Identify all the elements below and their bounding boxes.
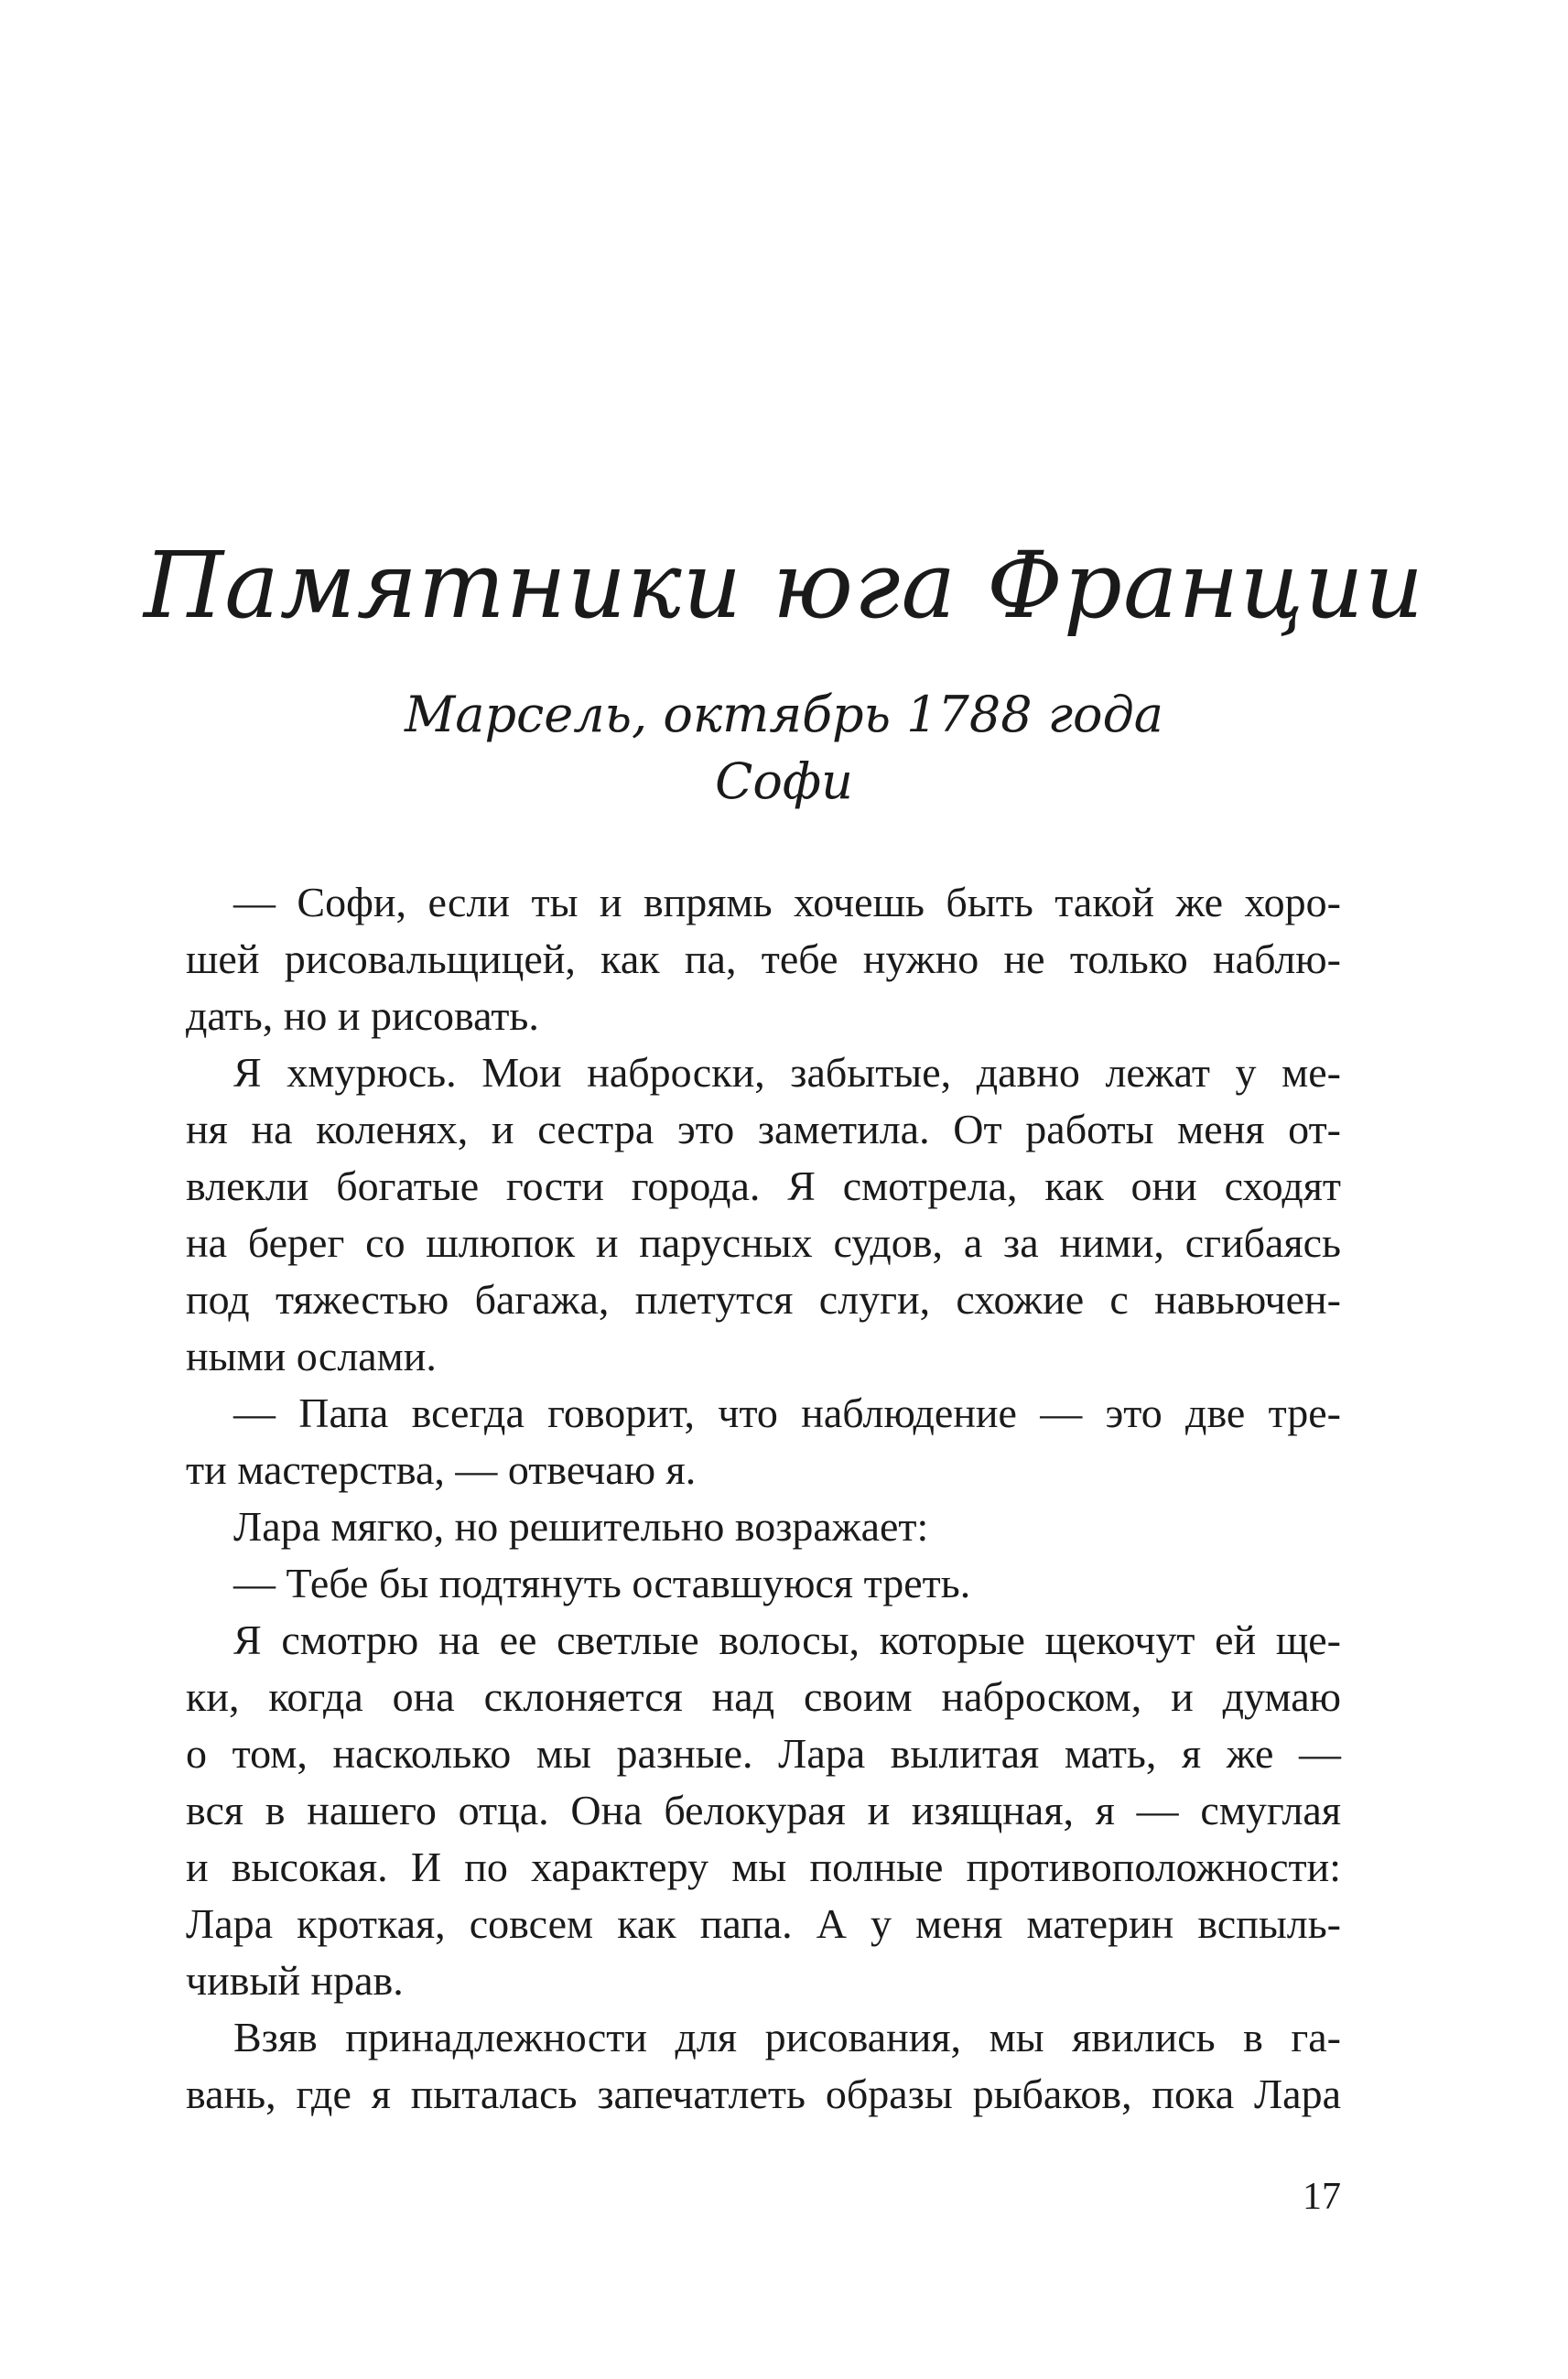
- chapter-title: Памятники юга Франции: [143, 532, 1425, 639]
- text-line: — Тебе бы подтянуть оставшуюся треть.: [233, 1560, 971, 1606]
- chapter-narrator: Софи: [715, 752, 853, 810]
- text-line: дать, но и рисовать.: [186, 992, 539, 1039]
- text-line: ня на коленях, и сестра это заметила. От работы меня от-: [186, 1106, 1341, 1152]
- text-line: Лара мягко, но решительно возражает:: [233, 1503, 929, 1550]
- text-line: Я смотрю на ее светлые волосы, которые щекочут ей ще-: [233, 1617, 1341, 1663]
- text-line: о том, насколько мы разные. Лара вылитая мать, я же —: [186, 1730, 1341, 1777]
- text-line: ки, когда она склоняется над своим наброском, и думаю: [186, 1673, 1341, 1720]
- text-line: ными ослами.: [186, 1333, 437, 1379]
- text-line: под тяжестью багажа, плетутся слуги, схожие с навьючен-: [186, 1276, 1341, 1323]
- body-text: [186, 874, 1341, 2123]
- chapter-subtitle: Марсель, октябрь 1788 года: [405, 686, 1163, 743]
- text-line: ти мастерства, — отвечаю я.: [186, 1446, 697, 1493]
- text-line: Я хмурюсь. Мои наброски, забытые, давно лежат у ме-: [233, 1049, 1341, 1096]
- text-line: влекли богатые гости города. Я смотрела, как они сходят: [186, 1162, 1341, 1209]
- text-line: Взяв принадлежности для рисования, мы явились в га-: [233, 2014, 1341, 2060]
- text-line: вся в нашего отца. Она белокурая и изящная, я — смуглая: [186, 1787, 1341, 1833]
- text-line: вань, где я пыталась запечатлеть образы рыбаков, пока Лара: [186, 2071, 1341, 2117]
- text-line: и высокая. И по характеру мы полные противоположности:: [186, 1844, 1341, 1890]
- text-line: Лара кроткая, совсем как папа. А у меня материн вспыль-: [186, 1900, 1341, 1947]
- text-line: шей рисовальщицей, как па, тебе нужно не только наблю-: [186, 935, 1341, 982]
- page-number: 17: [1303, 2176, 1341, 2218]
- text-line: чивый нрав.: [186, 1957, 404, 2004]
- text-line: — Софи, если ты и впрямь хочешь быть такой же хоро-: [233, 879, 1341, 925]
- text-line: — Папа всегда говорит, что наблюдение — это две тре-: [233, 1390, 1341, 1436]
- text-line: на берег со шлюпок и парусных судов, а за ними, сгибаясь: [186, 1219, 1341, 1266]
